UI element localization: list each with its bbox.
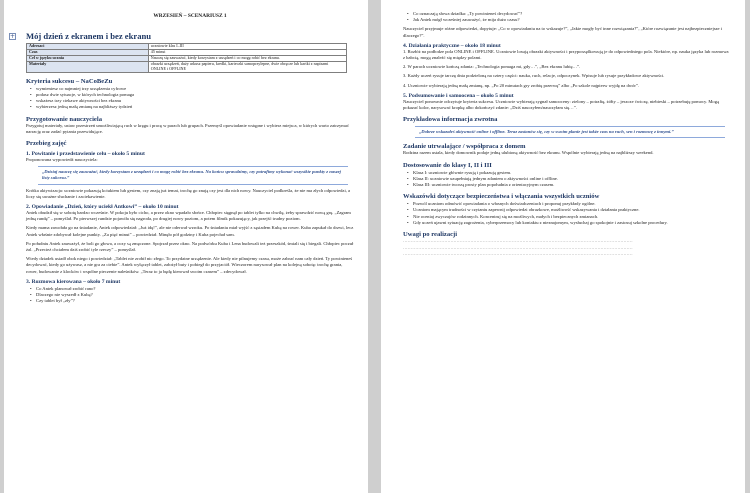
table-cell: Cel w języku ucznia	[27, 56, 149, 62]
homework-heading: Zadanie utrwalające / współpraca z domem	[403, 143, 526, 151]
section-4-heading: 4. Działania praktyczne – około 18 minut	[403, 42, 501, 49]
feedback-quote-box	[415, 126, 725, 138]
safety-heading: Wskazówki dotyczące bezpieczeństwa i włączania wszystkich uczniów	[403, 193, 600, 201]
list-item: • Pozwól uczniom odmówić opowiadania o własnych doświadczeniach i proponuj przykłady ogólne.	[403, 201, 731, 207]
list-item: • Jak Antek mógł wcześniej zauważyć, że mija dużo czasu?	[403, 17, 731, 23]
section-4-step: 3. Każdy uczeń rysuje tarczę dnia podzieloną na cztery części: nauka, ruch, relacje, odpoczynek. Wpisuje lub rysuje przykładowe aktywności.	[403, 73, 665, 79]
list-item: • Co oznaczają słowa dziadka: „Ty powinieneś decydować”?	[403, 11, 731, 17]
list-item: • Gdy uczeń ujawni sytuację zagrożenia, cyberprzemocy lub kontaktu z nieznajomym, wysłuchaj go spokojnie i zastosuj szkolne procedury.	[403, 220, 731, 226]
discussion-note: Nauczyciel przyjmuje różne odpowiedzi, dopytuje: „Co w opowiadaniu na to wskazuje?”, „Jakie mogły być inne rozwiązania?”, „Które rozwiązanie jest najbezpieczniejsze i dlaczego?”.	[403, 26, 723, 38]
page-right	[381, 0, 745, 493]
list-item: • wybierzesz jedną małą zmianę na najbliższy tydzień	[26, 104, 354, 110]
prep-text: Przygotuj materiały, ustaw przestrzeń umożliwiającą ruch w kręgu i pracę w parach lub grupach. Przemyśl opowiadanie wstępne i wybierz miejsca, w których warto zatrzymać narrację oraz zadać pytania przewidujące.	[26, 122, 349, 134]
document-header: WRZESIEŃ – SCENARIUSZ 1	[153, 13, 227, 19]
adaptation-list	[403, 170, 731, 189]
adaptation-heading: Dostosowanie do klasy I, II i III	[403, 161, 492, 169]
homework-text: Rodzina razem ustala, kiedy domownik podaje jedną ulubioną aktywność bez ekranu. Wspólnie wybierają jedną na najbliższy weekend.	[403, 150, 654, 156]
main-title: Mój dzień z ekranem i bez ekranu	[26, 31, 152, 42]
table-cell: Adresaci	[27, 44, 149, 50]
section-2-paragraph: Kiedy mama zawołała go na śniadanie, Antek odpowiedział: „Już idę!”, ale nie oderwał wzroku. Po śniadaniu miał wyjść z sąsiadem Kubą na rower. Kuba zapukał do drzwi, lecz Antek właśnie zdobywał kolejne punkty. „Za pięć minut” – powiedział. Minęło pół godziny i Kuba pojechał sam.	[26, 225, 354, 237]
list-item: • wskażesz trzy ciekawe aktywności bez ekranu	[26, 98, 354, 104]
info-table	[26, 43, 347, 73]
section-1-heading: 1. Powitanie i przedstawienie celu – około 5 minut	[26, 150, 145, 157]
safety-list	[403, 201, 731, 226]
section-2-heading: 2. Opowiadanie „Dzień, który uciekł Antkowi” – około 10 minut	[26, 203, 179, 210]
list-item: • podasz dwie sytuacje, w których technologia pomaga	[26, 92, 354, 98]
section-1-quote-box	[38, 166, 348, 184]
table-cell: obrazki urządzeń, duży arkusz papieru, kredki, karteczki samoprzylepne, dwie obręcze lub kartki z napisami ONLINE i OFFLINE	[148, 61, 347, 72]
notes-line[interactable]: ……………………………………………………………………………………………………………………………………	[403, 251, 633, 257]
section-1-note: Krótka aktywizacja: uczniowie pokazują kciukiem lub gestem, czy znają już temat, trochę go znają czy jest dla nich nowy. Nauczyciel podkreśla, że nie ma złych odpowiedzi, a liczy się uważne słuchanie i zaciekawienie.	[26, 187, 351, 199]
section-1-intro: Proponowana wypowiedź nauczyciela:	[26, 156, 98, 162]
notes-line[interactable]: ……………………………………………………………………………………………………………………………………	[403, 238, 633, 244]
course-heading: Przebieg zajęć	[26, 139, 67, 147]
criteria-list	[26, 86, 354, 111]
feedback-heading: Przykładowa informacja zwrotna	[403, 116, 498, 124]
table-cell: Czas	[27, 50, 149, 56]
list-item: • wymieniesz co najmniej trzy urządzenia cyfrowe	[26, 86, 354, 92]
criteria-heading: Kryteria sukcesu – NaCoBeZu	[26, 77, 113, 85]
table-cell: 45 minut	[148, 50, 347, 56]
table-cell: uczniowie klas I–III	[148, 44, 347, 50]
section-3-heading: 3. Rozmowa kierowana – około 7 minut	[26, 278, 121, 285]
table-cell: Nauczę się zauważać, kiedy korzystam z urządzeń i co mogę robić bez ekranu.	[148, 56, 347, 62]
list-item: • Co Antek planował zrobić rano?	[26, 286, 354, 292]
table-move-handle-icon[interactable]: +	[10, 33, 16, 41]
section-1-quote: „Dzisiaj nauczę się zauważać, kiedy korzystam z urządzeń i co mogę robić bez ekranu. Na końcu sprawdzimy, czy potrafimy wykonać wszystkie punkty z naszej listy sukcesu.”	[42, 169, 341, 181]
section-4-step: 4. Uczniowie wybierają jedną małą zmianę, np. „Po 20 minutach gry zrobię przerwę” albo „Po szkole najpierw wyjdę na dwór”.	[403, 82, 640, 88]
notes-heading: Uwagi po realizacji	[403, 231, 458, 239]
list-item: • Nie oceniaj zwyczajów rodzinnych. Koncentruj się na możliwych, małych i bezpiecznych zmianach.	[403, 214, 731, 220]
section-4-step: 2. W parach uczniowie kończą zdania: „Technologia pomaga mi, gdy…”, „Bez ekranu lubię…”.	[403, 64, 581, 70]
list-item: • Czy tablet był „zły”?	[26, 298, 354, 304]
list-item: • Dlaczego nie wyszedł z Kubą?	[26, 292, 354, 298]
prep-heading: Przygotowanie nauczyciela	[26, 115, 102, 123]
table-row	[27, 61, 347, 72]
section-2-paragraph: Po południu Antek zauważył, że boli go głowa, a oczy są zmęczone. Spojrzał przez okno. Na podwórku Kuba i Lena budowali też przeszkód, śmiali się i biegali. Chłopiec poczuł żal. „Przecież chciałem dziś zrobić tyle rzeczy” – pomyślał.	[26, 240, 354, 252]
table-cell: Materiały	[27, 61, 149, 72]
top-question-list	[403, 11, 731, 23]
feedback-quote: „Dobrze wskazałeś aktywność online i offline. Teraz zastanów się, czy w swoim planie jest także czas na ruch, sen i rozmowę z innymi.”	[419, 129, 674, 135]
page-left	[4, 0, 368, 493]
list-item: • Klasa III: uczniowie tworzą prosty plan popołudnia z orientacyjnym czasem.	[403, 182, 731, 188]
list-item: • Klasa II: uczniowie uzupełniają jednym zdaniem o aktywności online i offline.	[403, 176, 731, 182]
list-item: • Klasa I: uczniowie głównie rysują i pokazują gestem.	[403, 170, 731, 176]
list-item: • Uczniom mającym trudności w czytaniu zapewnij odpowiedzi obrazkowe, możliwość wskazywania i działania praktyczne.	[403, 207, 731, 213]
section-5-heading: 5. Podsumowanie i samoocena – około 5 minut	[403, 92, 514, 99]
section-2-paragraph: Wtedy dziadek usiadł obok niego i powiedział: „Tablet nie zrobił nic złego. To przydatne urządzenie. Ale kiedy nie pilnujemy czasu, może zabrać nam cały dzień. Ty powinieneś decydować, kiedy go używasz, a nie gra za ciebie”. Antek wyłączył tablet, założył buty i pobiegł do przyjaciół. Wieczorem narysował plan na kolejną sobotę: trochę grania, rower, budowanie z klocków i wspólne pieczenie naleśników. „Teraz to ja będę kierował swoim czasem” – zdecydował.	[26, 256, 353, 274]
section-2-paragraph: Antek obudził się w sobotę bardzo wcześnie. W pokoju było cicho, a przez okno wpadało słońce. Chłopiec sięgnął po tablet tylko na chwilę, żeby sprawdzić nową grę. „Zagram jedną rundę” – pomyślał. Po pierwszej rundzie pojawiła się nagroda, po drugiej nowy poziom, a potem filmik pokazujący, jak przejść trudny poziom.	[26, 209, 351, 222]
section-4-step: 1. Rozłóż na podłodze pola ONLINE i OFFLINE. Uczniowie losują obrazki aktywności i przyporządkowują je do odpowiedniego pola. Niektóre, np. nauka języka lub rozmowa z babcią, mogą znaleźć się między polami.	[403, 48, 729, 61]
section-3-list	[26, 286, 354, 305]
section-5-text: Nauczyciel ponownie odczytuje kryteria sukcesu. Uczniowie wybierają sygnał samooceny: zielony – potrafię, żółty – jeszcze ćwiczę, niebieski – potrzebuję pomocy. Mogą pokazać kolor, narysować kropkę albo dokończyć zdanie: „Dziś nauczyłem/nauczyłam się…”.	[403, 98, 720, 111]
notes-line[interactable]: ……………………………………………………………………………………………………………………………………	[403, 244, 633, 250]
